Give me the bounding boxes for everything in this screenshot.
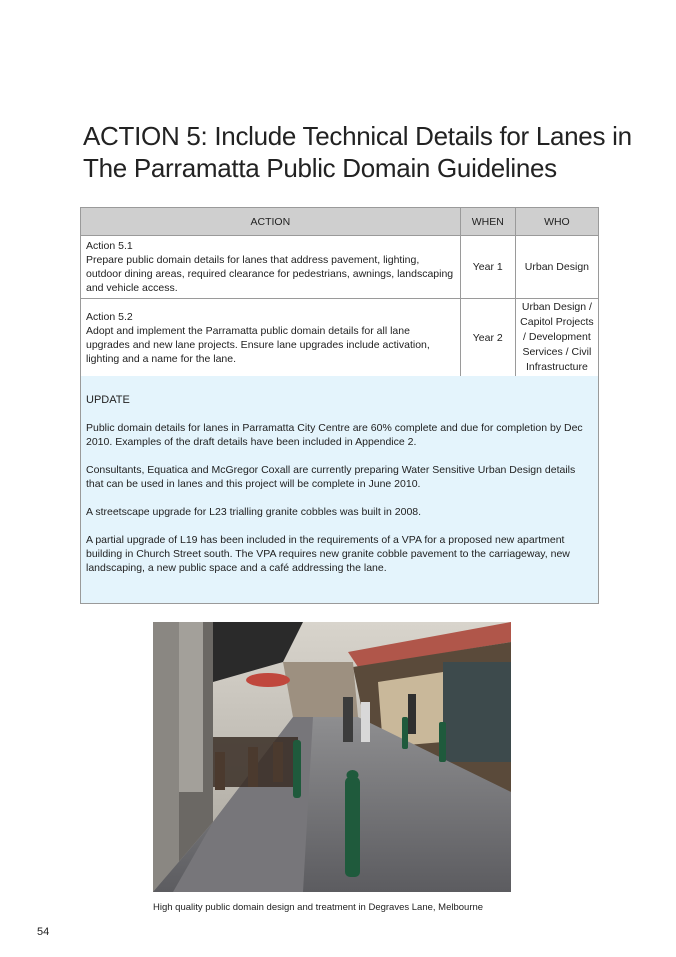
header-when: WHEN bbox=[460, 208, 515, 236]
when-cell: Year 1 bbox=[460, 236, 515, 299]
action-text: Prepare public domain details for lanes that address pavement, lighting, outdoor dining areas, required clearance for pedestrians, awnings, landscaping and vehicle access. bbox=[86, 254, 454, 294]
action-cell bbox=[81, 299, 461, 377]
update-heading: UPDATE bbox=[86, 394, 130, 406]
lane-photo bbox=[153, 622, 511, 892]
page-number: 54 bbox=[37, 926, 50, 938]
table-row bbox=[81, 236, 599, 299]
action-table bbox=[80, 207, 599, 377]
update-box bbox=[80, 376, 599, 604]
update-paragraph: Consultants, Equatica and McGregor Coxall are currently preparing Water Sensitive Urban Design details that can be used in lanes and this project will be complete in June 2010. bbox=[86, 464, 576, 490]
page-title: ACTION 5: Include Technical Details for Lanes in The Parramatta Public Domain Guidelines bbox=[83, 121, 632, 183]
update-paragraph: A streetscape upgrade for L23 trialling granite cobbles was built in 2008. bbox=[86, 506, 422, 518]
photo-caption: High quality public domain design and treatment in Degraves Lane, Melbourne bbox=[153, 902, 484, 913]
header-who: WHO bbox=[515, 208, 598, 236]
header-action: ACTION bbox=[81, 208, 461, 236]
table-row bbox=[81, 299, 599, 377]
update-paragraph: Public domain details for lanes in Parramatta City Centre are 60% complete and due for completion by Dec 2010. Examples of the draft details have been included in Appendice 2. bbox=[86, 422, 583, 448]
who-cell: Urban Design bbox=[515, 236, 598, 299]
action-id: Action 5.1 bbox=[86, 240, 133, 252]
action-id: Action 5.2 bbox=[86, 310, 133, 323]
action-cell bbox=[81, 236, 461, 299]
update-paragraph: A partial upgrade of L19 has been included in the requirements of a VPA for a proposed new apartment building in Church Street south. The VPA requires new granite cobble pavement to the carriageway, new landscaping, a new public space and a café addressing the lane. bbox=[86, 534, 570, 574]
action-text: Adopt and implement the Parramatta public domain details for all lane upgrades and new lane projects. Ensure lane upgrades include activation, lighting and a name for the lane. bbox=[86, 324, 430, 365]
who-cell: Urban Design / Capitol Projects / Development Services / Civil Infrastructure bbox=[515, 299, 598, 377]
table-header-row bbox=[81, 208, 599, 236]
when-cell: Year 2 bbox=[460, 299, 515, 377]
lane-photo-illustration bbox=[153, 622, 511, 892]
